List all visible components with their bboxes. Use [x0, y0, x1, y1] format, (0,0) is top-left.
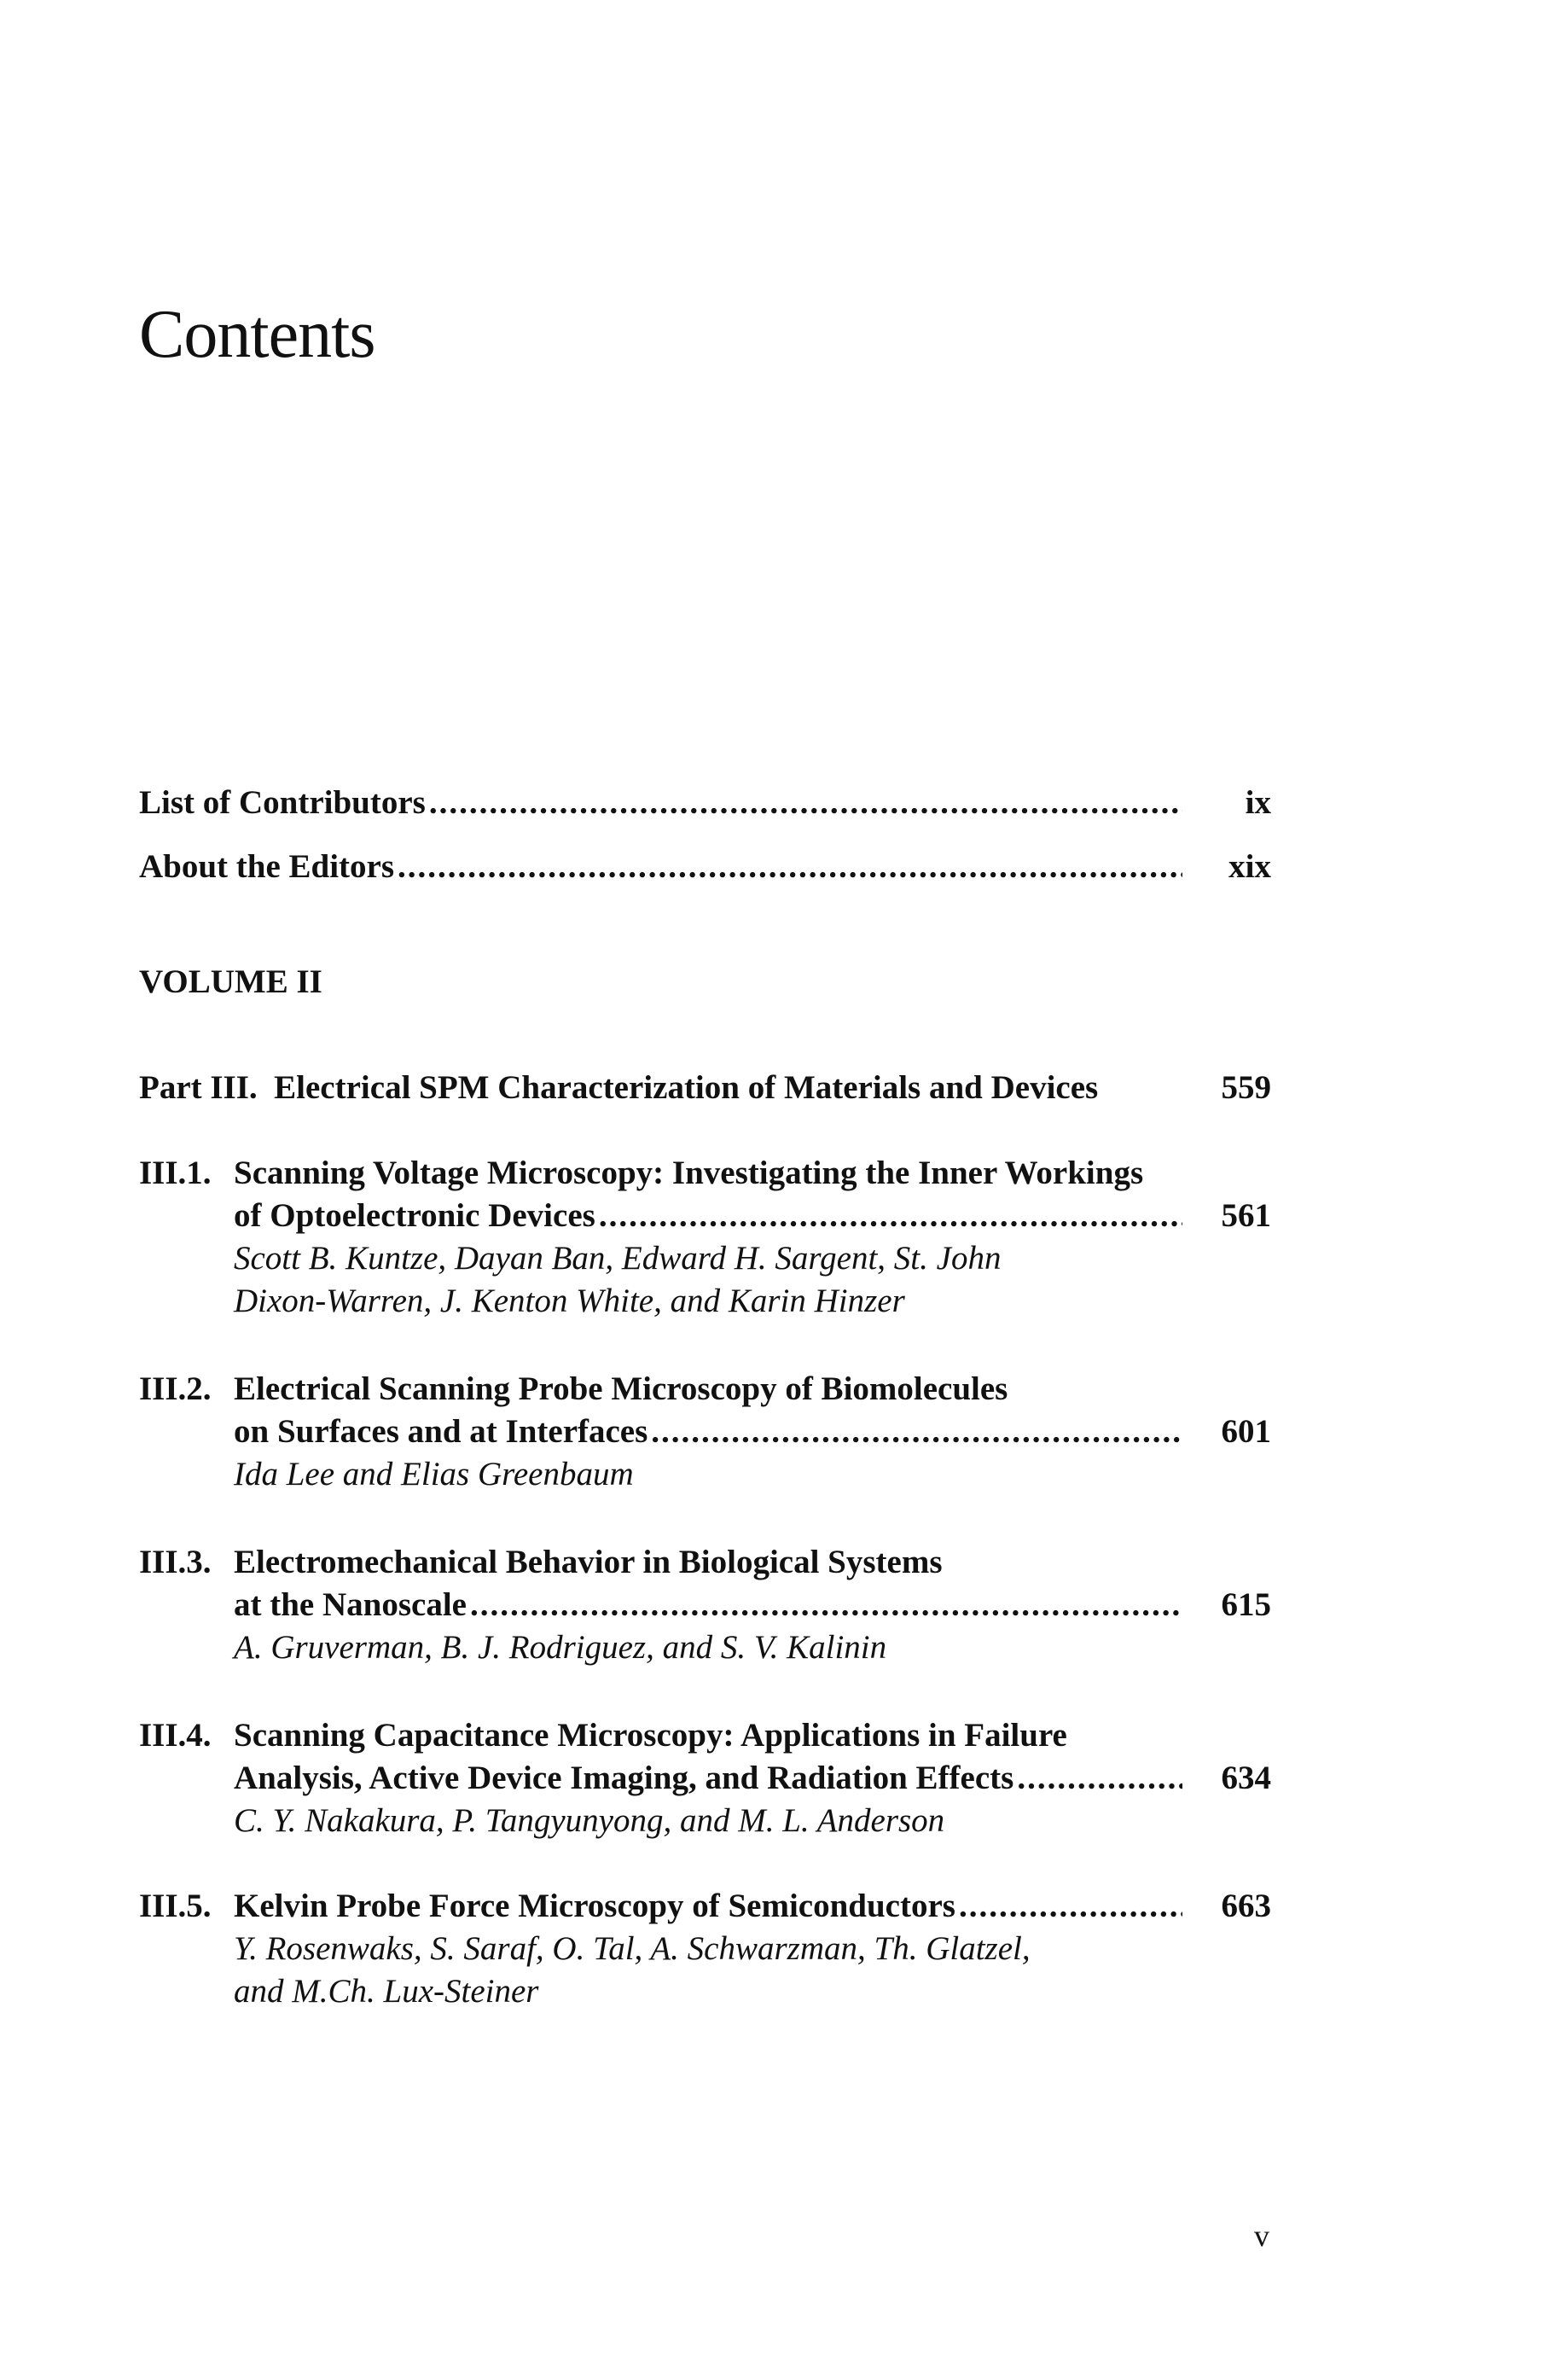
toc-entry-label: List of Contributors — [139, 784, 426, 821]
chapter-authors: Ida Lee and Elias Greenbaum — [234, 1456, 634, 1492]
chapter-number: III.5. — [139, 1888, 212, 1924]
toc-page-number: 634 — [1221, 1760, 1271, 1796]
toc-chapter[interactable] — [139, 1152, 1271, 1323]
toc-chapter[interactable] — [139, 1885, 1271, 2013]
toc-entry-about-editors[interactable] — [139, 846, 1271, 888]
chapter-authors: C. Y. Nakakura, P. Tangyunyong, and M. L. Anderson — [234, 1802, 945, 1839]
chapter-title-line: Analysis, Active Device Imaging, and Radiation Effects — [234, 1760, 1014, 1796]
part-label: Part III. Electrical SPM Characterization of Materials and Devices — [139, 1069, 1099, 1106]
toc-chapter[interactable] — [139, 1714, 1271, 1842]
toc-page-number: 561 — [1221, 1197, 1271, 1234]
toc-page-number: xix — [1228, 848, 1271, 885]
toc-page-number: ix — [1245, 784, 1271, 821]
chapter-authors: Scott B. Kuntze, Dayan Ban, Edward H. Sargent, St. John — [234, 1240, 1002, 1277]
chapter-number: III.3. — [139, 1544, 212, 1580]
chapter-authors: A. Gruverman, B. J. Rodriguez, and S. V. Kalinin — [234, 1629, 887, 1666]
chapter-number: III.2. — [139, 1370, 212, 1407]
chapter-number: III.4. — [139, 1717, 212, 1754]
chapter-title-line: Electromechanical Behavior in Biological Systems — [234, 1544, 943, 1580]
dot-leader — [398, 846, 1182, 888]
chapter-authors: and M.Ch. Lux-Steiner — [234, 1973, 539, 2010]
page-title: Contents — [139, 297, 375, 372]
dot-leader — [1017, 1757, 1182, 1800]
toc-page-number: 601 — [1221, 1413, 1271, 1450]
chapter-authors: Dixon-Warren, J. Kenton White, and Karin Hinzer — [234, 1283, 905, 1319]
toc-entry-contributors[interactable] — [139, 782, 1271, 824]
toc-page-number: 559 — [1221, 1069, 1271, 1106]
chapter-authors: Y. Rosenwaks, S. Saraf, O. Tal, A. Schwarzman, Th. Glatzel, — [234, 1930, 1031, 1967]
toc-chapter[interactable] — [139, 1368, 1271, 1496]
volume-heading: VOLUME II — [139, 963, 322, 1000]
dot-leader — [429, 782, 1182, 824]
dot-leader — [599, 1195, 1182, 1237]
page-number-folio: v — [1254, 2219, 1269, 2253]
toc-entry-part[interactable] — [139, 1067, 1271, 1109]
toc-chapter[interactable] — [139, 1541, 1271, 1669]
toc-page-number: 663 — [1221, 1888, 1271, 1924]
chapter-title-line: Electrical Scanning Probe Microscopy of Biomolecules — [234, 1370, 1008, 1407]
chapter-title-line: of Optoelectronic Devices — [234, 1197, 595, 1234]
dot-leader — [959, 1885, 1182, 1928]
chapter-title-line: on Surfaces and at Interfaces — [234, 1413, 648, 1450]
chapter-number: III.1. — [139, 1155, 212, 1191]
chapter-title-line: Scanning Voltage Microscopy: Investigating the Inner Workings — [234, 1155, 1144, 1191]
toc-entry-label: About the Editors — [139, 848, 395, 885]
dot-leader — [470, 1584, 1182, 1626]
chapter-title-line: Scanning Capacitance Microscopy: Applications in Failure — [234, 1717, 1067, 1754]
toc-page-number: 615 — [1221, 1586, 1271, 1623]
chapter-title-line: Kelvin Probe Force Microscopy of Semiconductors — [234, 1888, 955, 1924]
dot-leader — [651, 1411, 1182, 1453]
chapter-title-line: at the Nanoscale — [234, 1586, 467, 1623]
